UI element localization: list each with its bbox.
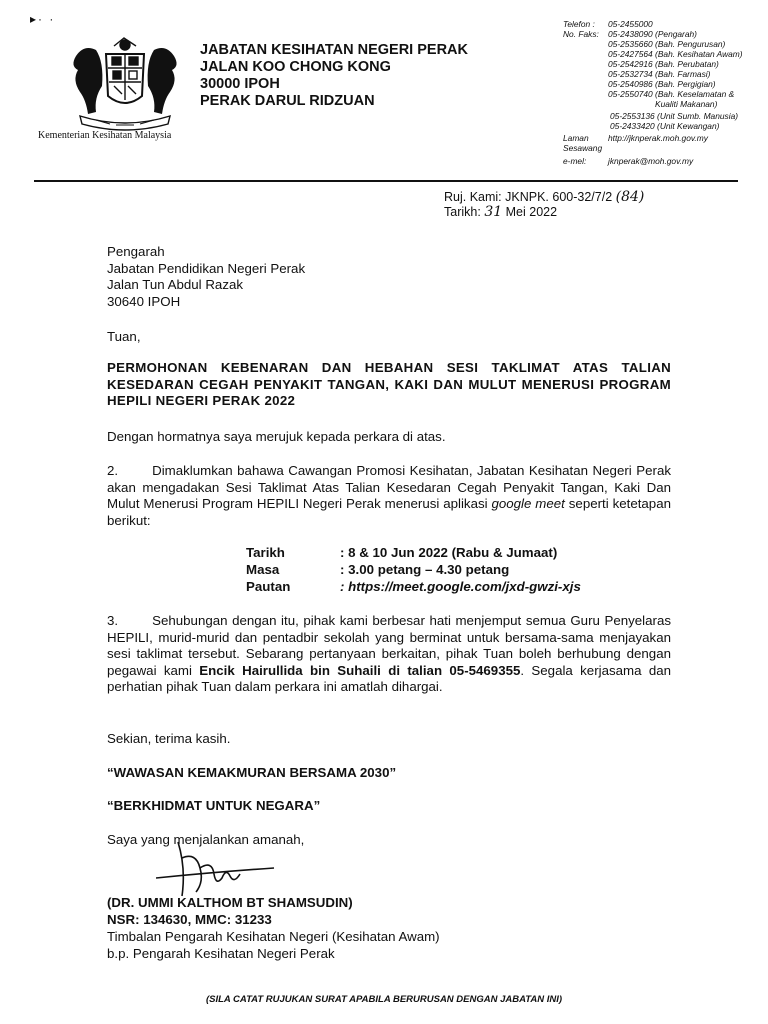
address-line: Pengarah: [107, 244, 165, 259]
ministry-label: Kementerian Kesihatan Malaysia: [38, 130, 172, 141]
salutation: Tuan,: [107, 329, 141, 344]
detail-value: : 8 & 10 Jun 2022 (Rabu & Jumaat): [340, 545, 558, 560]
opening-paragraph: Dengan hormatnya saya merujuk kepada perkara di atas.: [107, 429, 446, 444]
paragraph-number: 3.: [107, 613, 119, 628]
header-line: 30000 IPOH: [200, 76, 280, 92]
tarikh-label: Tarikh:: [444, 205, 481, 219]
paragraph-3: [107, 613, 671, 696]
department-header: [200, 42, 468, 110]
signatory-name: (DR. UMMI KALTHOM BT SHAMSUDIN): [107, 895, 353, 910]
faks-line: 05-2438090 (Pengarah): [608, 29, 697, 39]
signatory-bp: b.p. Pengarah Kesihatan Negeri Perak: [107, 946, 335, 961]
paragraph-text: . Segala kerjasama dan perhatian pihak Tuan dalam perkara ini amatlah dihargai.: [107, 662, 672, 694]
faks-line: 05-2433420 (Unit Kewangan): [610, 121, 720, 131]
contact-block: [563, 20, 753, 180]
scan-mark: ▸· ·: [30, 12, 56, 26]
address-line: Jalan Tun Abdul Razak: [107, 277, 244, 292]
faks-line: 05-2532734 (Bah. Farmasi): [608, 69, 711, 79]
faks-line: Kualiti Makanan): [655, 99, 718, 109]
header-line: JABATAN KESIHATAN NEGERI PERAK: [200, 42, 468, 58]
address-line: 30640 IPOH: [107, 293, 181, 309]
meeting-link[interactable]: : https://meet.google.com/jxd-gwzi-xjs: [340, 579, 581, 594]
faks-line: 05-2427564 (Bah. Kesihatan Awam): [608, 49, 743, 59]
session-details: [246, 545, 666, 597]
recipient-address: [107, 244, 671, 310]
slogan-berkhidmat: “BERKHIDMAT UNTUK NEGARA”: [107, 798, 321, 813]
coat-of-arms-logo: [66, 36, 184, 132]
header-divider: [34, 180, 738, 182]
footer-note: (SILA CATAT RUJUKAN SURAT APABILA BERURUSAN DENGAN JABATAN INI): [205, 994, 563, 1005]
ruj-handwritten: (84): [615, 189, 645, 205]
paragraph-text: Sehubungan dengan itu, pihak kami berbesar hati menjemput semua Guru Penyelaras HEPILI, murid-murid dan pentadbir sekolah yang berminat untuk bersama-sama menjayakan sesi taklimat tersebut. Sebarang pertanyaan berkaitan, pihak Tuan boleh berhubung dengan pegawai kami: [107, 613, 671, 678]
handwritten-signature: [156, 838, 276, 900]
paragraph-emphasis: google meet: [491, 496, 565, 511]
email-link[interactable]: jknperak@moh.gov.my: [608, 156, 694, 166]
email-label: e-mel:: [563, 156, 587, 166]
faks-line: 05-2540986 (Bah. Pergigian): [608, 79, 716, 89]
address-line: Jabatan Pendidikan Negeri Perak: [107, 260, 306, 276]
subject-title: PERMOHONAN KEBENARAN DAN HEBAHAN SESI TAKLIMAT ATAS TALIAN KESEDARAN CEGAH PENYAKIT TANGAN, KAKI DAN MULUT MENERUSI PROGRAM HEPILI NEGERI PERAK 2022: [107, 360, 671, 408]
faks-line: 05-2550740 (Bah. Keselamatan &: [608, 89, 735, 99]
contact-person: Encik Hairullida bin Suhaili di talian 05-5469355: [199, 662, 521, 678]
paragraph-number: 2.: [107, 463, 119, 478]
ruj-value: JKNPK. 600-32/7/2: [505, 190, 613, 204]
detail-label: Masa: [246, 562, 280, 577]
faks-line: 05-2553136 (Unit Sumb. Manusia): [610, 111, 739, 121]
tarikh-handwritten: 31: [484, 204, 503, 220]
telefon-value: 05-2455000: [608, 19, 653, 29]
signatory-nsr: NSR: 134630, MMC: 31233: [107, 912, 272, 927]
reference-block: [444, 190, 644, 220]
faks-line: 05-2542916 (Bah. Perubatan): [608, 59, 719, 69]
header-line: JALAN KOO CHONG KONG: [200, 59, 391, 75]
laman-label: Laman: [563, 133, 589, 143]
paragraph-2: [107, 463, 671, 529]
closing: Sekian, terima kasih.: [107, 731, 231, 746]
sign-off: Saya yang menjalankan amanah,: [107, 832, 305, 847]
faks-line: 05-2535660 (Bah. Pengurusan): [608, 39, 726, 49]
website-link[interactable]: http://jknperak.moh.gov.my: [608, 133, 708, 143]
paragraph-text: Dimaklumkan bahawa Cawangan Promosi Kesihatan, Jabatan Kesihatan Negeri Perak akan mengadakan Sesi Taklimat Atas Talian Kesedaran Cegah Penyakit Tangan, Kaki Dan Mulut Menerusi Program HEPILI Negeri Perak menerusi aplikasi: [107, 463, 671, 511]
detail-value: : 3.00 petang – 4.30 petang: [340, 562, 510, 577]
faks-label: No. Faks:: [563, 29, 599, 39]
slogan-wawasan: “WAWASAN KEMAKMURAN BERSAMA 2030”: [107, 765, 397, 780]
detail-label: Pautan: [246, 579, 291, 594]
detail-label: Tarikh: [246, 545, 285, 560]
signatory-position: Timbalan Pengarah Kesihatan Negeri (Kesihatan Awam): [107, 929, 440, 944]
sesawang-label: Sesawang: [563, 143, 603, 153]
header-line: PERAK DARUL RIDZUAN: [200, 93, 375, 109]
paragraph-text: seperti ketetapan berikut:: [107, 496, 671, 528]
telefon-label: Telefon :: [563, 19, 595, 29]
tarikh-value: Mei 2022: [505, 205, 558, 219]
ruj-label: Ruj. Kami:: [444, 190, 502, 204]
